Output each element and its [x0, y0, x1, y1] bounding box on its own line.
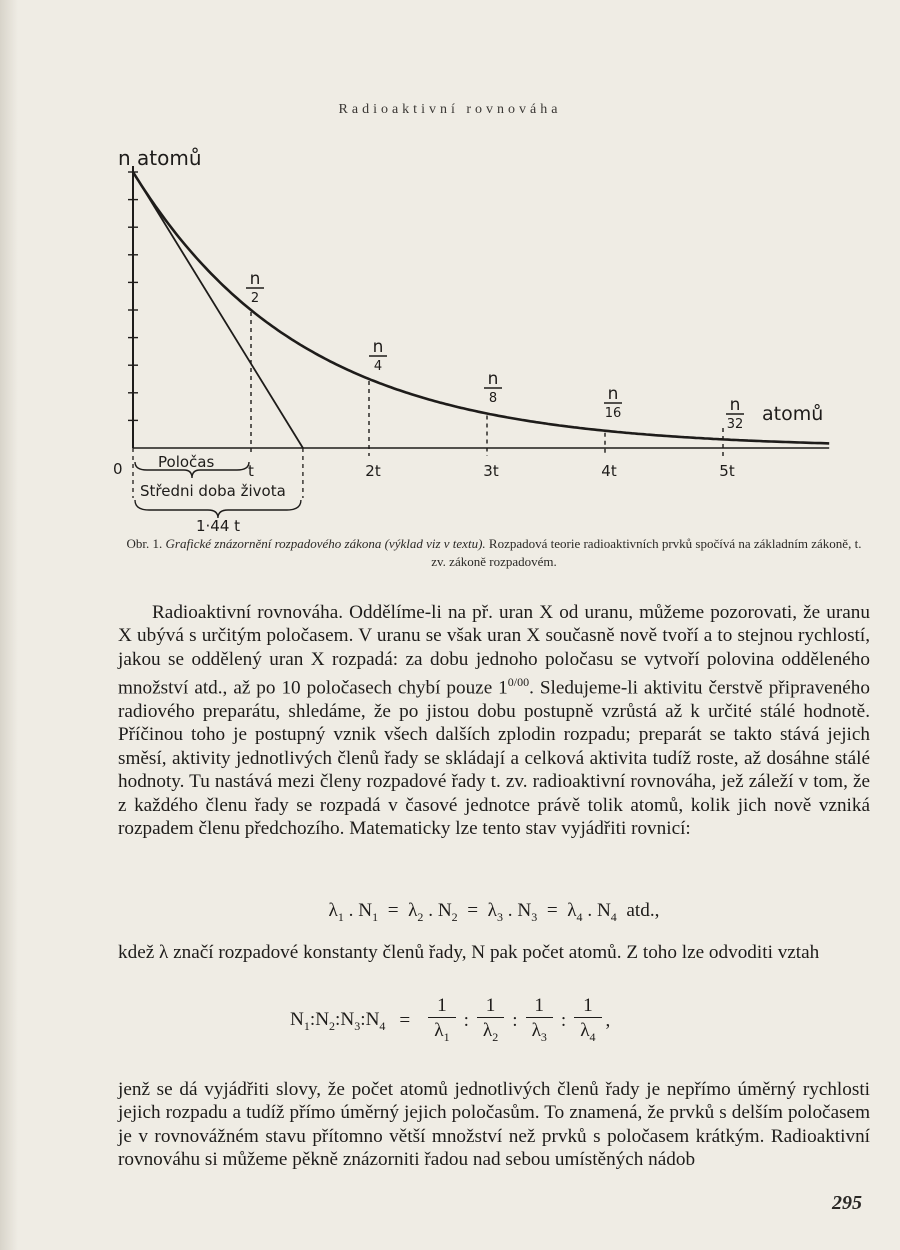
tangent-line: [133, 172, 303, 448]
x-tick-label: t: [248, 462, 254, 480]
fraction-label-numerator: n: [729, 395, 741, 415]
x-tick-label: 5t: [719, 462, 735, 480]
decay-figure: [0, 0, 900, 535]
fraction-label-denominator: 8: [488, 391, 498, 406]
permille-sign: 0/00: [507, 675, 530, 690]
figure-marks: [133, 172, 829, 518]
x-tick-label: 2t: [365, 462, 381, 480]
x-tick-label: 4t: [601, 462, 617, 480]
mean-life-label: Středni doba života: [140, 482, 286, 500]
paragraph-2: kdež λ značí rozpadové konstanty členů řady, N pak počet atomů. Z toho lze odvoditi vztah: [118, 942, 820, 963]
mean-life-value: 1·44 t: [196, 517, 241, 535]
figure-caption: [118, 535, 870, 571]
fraction-label-numerator: n: [487, 369, 499, 389]
paragraph-3: jenž se dá vyjádřiti slovy, že počet atomů jednotlivých členů řady je nepřímo úměrný rychlosti jejich rozpadu a tudíž přímo úměrný jejich poločasům. To znamená, že prvků s delším poločasem je v rovnovážném stavu přítomno větší množství než prvků s poločasem krátkým. Radioaktivní rovnováhu si můžeme pěkně znázorniti řadou nad sebou umístěných nádob: [118, 1079, 870, 1171]
fraction-label-numerator: n: [249, 269, 261, 289]
end-atoms-suffix: atomů: [762, 403, 824, 425]
x-tick-label: 3t: [483, 462, 499, 480]
paragraph-1-part-b: . Sledujeme-li aktivitu čerstvě připraveného radiového preparátu, shledáme, že po jistou dobu postupně vzrůstá až k určité stálé hodnotě. Příčinou toho je postupný vznik všech dalších zplodin rozpadu; preparát se takto stává jejich směsí, aktivity jednotlivých členů řady se skládají a celková aktivita tudíž roste, až dosáhne stálé hodnoty. Tu nastává mezi členy rozpadové řady t. zv. radioaktivní rovnováha, jež záleží v tom, že z každého členu řady se rozpadá v časové jednotce právě tolik atomů, kolik jich nově vzniká rozpadem členu předchozího. Matematicky lze tento stav vyjádřiti rovnicí:: [118, 677, 870, 840]
figure-axes: [128, 166, 829, 448]
decay-curve: [133, 172, 829, 443]
equation-ratio: $N_1:N_2:N_3:N_4$ = $\frac{1}{\lambda_1}$ : $\frac{1}{\lambda_2}$ : $\frac{1}{\lambda_3}$ : $\frac{1}{\lambda_4}$ ,: [290, 992, 610, 1050]
mean-life-brace: [135, 500, 301, 518]
fraction-label-numerator: n: [372, 337, 384, 357]
fraction-label-denominator: 32: [726, 417, 744, 432]
fraction-label-numerator: n: [607, 384, 619, 404]
equation-tail: atd.,: [626, 900, 660, 921]
half-life-label: Poločas: [158, 453, 215, 471]
fraction-label-denominator: 2: [250, 291, 260, 306]
y-axis-label: n atomů: [118, 146, 202, 170]
origin-label: 0: [113, 460, 123, 478]
caption-italic: Grafické znázornění rozpadového zákona (výklad viz v textu).: [165, 536, 486, 551]
page-number: 295: [832, 1192, 862, 1214]
fraction-label-denominator: 4: [373, 359, 383, 374]
equation-equilibrium: $\lambda_1$ . $N_1 = \lambda_2$ . $N_2 = \lambda_3$ . $N_3 = \lambda_4$ . $N_4$ atd.,: [328, 900, 660, 924]
paragraph-1: [118, 601, 870, 840]
running-head: Radioaktivní rovnováha: [338, 102, 562, 117]
paragraph-1-part-a: Radioaktivní rovnováha. Oddělíme-li na př. uran X od uranu, můžeme pozorovati, že uranu X ubývá s určitým poločasem. V uranu se však uran X současně nově tvoří a to stejnou rychlostí, jakou se oddělený uran X rozpadá: za dobu jednoho poločasu se vytvoří polovina odděleného množství atd., až po 10 poločasech chybí pouze 1: [118, 602, 870, 699]
caption-prefix: Obr. 1.: [126, 536, 166, 551]
fraction-label-denominator: 16: [604, 406, 622, 421]
caption-rest: Rozpadová teorie radioaktivních prvků spočívá na základním zákoně, t. zv. zákoně rozpadovém.: [431, 536, 862, 569]
